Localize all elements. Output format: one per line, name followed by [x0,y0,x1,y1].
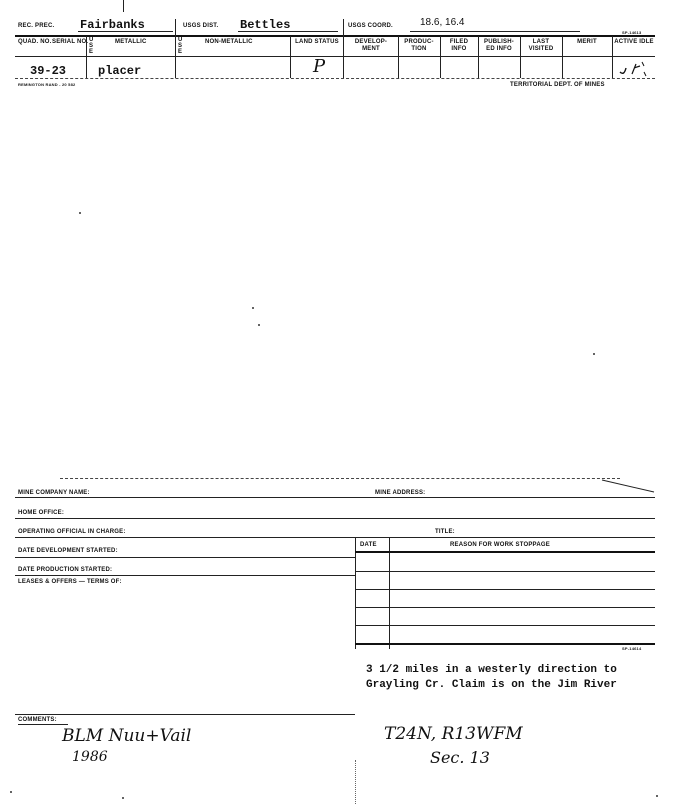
mine-address-label: MINE ADDRESS: [375,490,426,496]
top-form-number: SP-14613 [622,30,642,35]
dept-line: TERRITORIAL DEPT. OF MINES [510,82,605,88]
card-stub-line [123,0,124,12]
home-office-label: HOME OFFICE: [18,510,65,516]
comment-handwriting-line-1: BLM Nuu+Vail [62,726,192,746]
use-letters-non-metallic: U S E [178,37,183,55]
scan-speck [252,307,254,309]
comments-label: COMMENTS: [18,717,57,723]
quad-label: QUAD. NO. [18,39,52,45]
merit-label: MERIT [577,39,597,45]
filed-info-label: FILED INFO [449,39,469,52]
scan-speck [258,324,260,326]
mine-company-label: MINE COMPANY NAME: [18,490,90,496]
col-divider [478,36,479,78]
serial-label: SERIAL NO. [52,39,89,45]
col-divider [562,36,563,78]
scan-speck [656,795,658,797]
rec-prec-label: REC. PREC. [18,23,55,29]
use-letters-metallic: U S E [89,37,94,55]
home-office-rule [15,518,655,519]
land-status-label: LAND STATUS [295,39,339,45]
col-divider [175,19,176,78]
comments-top-rule [15,714,355,715]
col-divider [290,36,291,78]
usgs-coord-label: USGS COORD. [348,23,393,29]
legal-description-line-1: T24N, R13WFM [384,724,523,744]
operating-official-label: OPERATING OFFICIAL IN CHARGE: [18,529,126,535]
card-edge-curl [600,478,656,496]
active-idle-label: ACTIVE IDLE [614,39,654,45]
published-info-label: PUBLISH- ED INFO [484,39,514,52]
usgs-dist-label: USGS DIST. [183,23,219,29]
comments-underline [18,724,68,725]
development-label: DEVELOP- MENT [354,39,388,52]
operating-official-rule [15,537,655,538]
dev-started-rule [15,557,355,558]
stoppage-row-rule [355,625,655,626]
date-column-label: DATE [360,542,377,548]
stoppage-row-rule [355,607,655,608]
rec-prec-value: Fairbanks [80,18,145,32]
location-line-2: Grayling Cr. Claim is on the Jim River [366,679,617,691]
comment-handwriting-line-2: 1986 [72,749,108,765]
stoppage-table-left-border [355,537,356,649]
serial-value: 39-23 [30,64,67,78]
non-metallic-label: NON-METALLIC [205,39,253,45]
usgs-coord-underline [410,31,580,32]
scan-speck [79,212,81,214]
prod-started-label: DATE PRODUCTION STARTED: [18,567,113,573]
legal-description-line-2: Sec. 13 [430,748,490,767]
stoppage-row-rule [355,589,655,590]
usgs-dist-underline [238,31,338,32]
col-divider [398,36,399,78]
stoppage-header-rule [355,551,655,553]
top-card-bottom-rule [15,78,655,79]
card-fold-line [355,760,356,804]
production-label: PRODUC- TION [404,39,434,52]
active-idle-handwritten-mark [614,56,654,80]
scan-speck [10,791,12,793]
col-divider [520,36,521,78]
usgs-dist-value: Bettles [240,18,291,32]
leases-label: LEASES & OFFERS — TERMS OF: [18,579,122,585]
printer-line: REMINGTON RAND - 20 582 [18,82,76,87]
rec-prec-underline [78,31,173,32]
col-divider [612,36,613,78]
bottom-card-top-edge [60,478,620,479]
land-status-mark: P [313,56,326,77]
metallic-value: placer [98,64,142,78]
last-visited-label: LAST VISITED [528,39,554,52]
reason-column-label: REASON FOR WORK STOPPAGE [450,542,550,548]
header-rule [15,35,655,37]
mine-company-rule [15,497,655,498]
metallic-label: METALLIC [115,39,147,45]
stoppage-row-rule [355,571,655,572]
usgs-coord-value: 18.6, 16.4 [420,17,465,28]
stoppage-table-bottom-rule [355,643,655,645]
col-divider [343,19,344,78]
stoppage-table-date-divider [389,537,390,649]
column-header-rule [15,56,655,57]
bottom-form-number: SP-14614 [622,646,642,651]
prod-started-rule [15,575,355,576]
title-label: TITLE: [435,529,455,535]
col-divider [440,36,441,78]
dev-started-label: DATE DEVELOPMENT STARTED: [18,548,118,554]
location-line-1: 3 1/2 miles in a westerly direction to [366,664,617,676]
scan-speck [593,353,595,355]
scan-speck [122,797,124,799]
